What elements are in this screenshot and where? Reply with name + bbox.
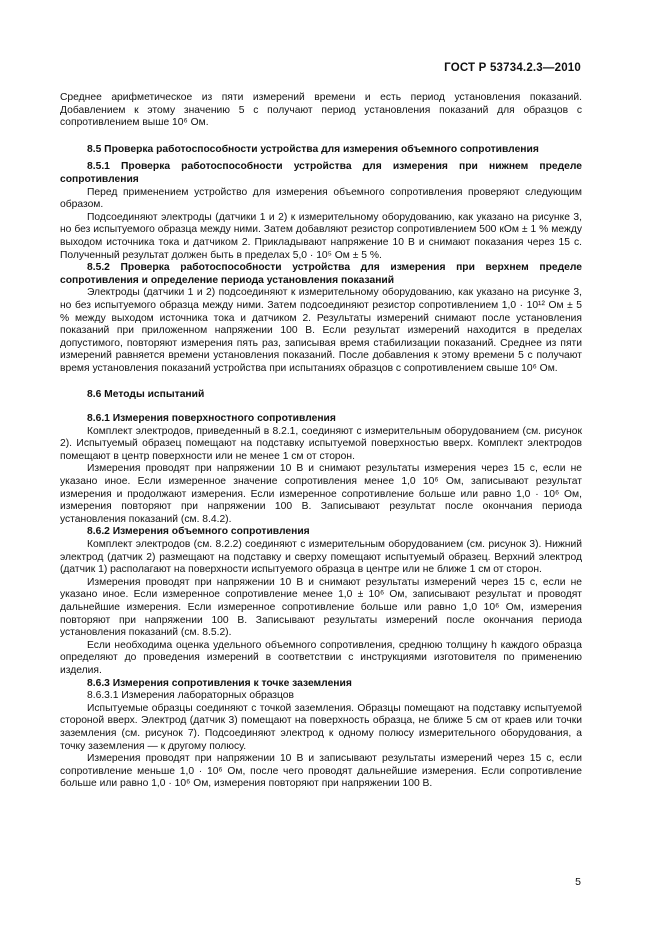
paragraph: Перед применением устройство для измерения объемного сопротивления проверяют следующим образом. xyxy=(60,186,582,211)
section-heading xyxy=(60,389,582,402)
sub-subsection-heading: 8.6.3.1 Измерения лабораторных образцов xyxy=(87,690,295,702)
subsection-heading-text: 8.6.1 Измерения поверхностного сопротивления xyxy=(87,413,336,425)
section-heading xyxy=(60,144,582,157)
section-heading-text: 8.5 Проверка работоспособности устройства для измерения объемного сопротивления xyxy=(87,143,539,155)
subsection-heading xyxy=(60,413,582,426)
paragraph: Комплект электродов, приведенный в 8.2.1, соединяют с измерительным оборудованием (см. рисунок 2). Испытуемый образец помещают на подставку испытуемой поверхностью вверх. Комплект электродов помещают в центр поверхности или не менее 1 см от сторон. xyxy=(60,425,582,462)
paragraph: Комплект электродов (см. 8.2.2) соединяют с измерительным оборудованием (см. рисунок 3). Нижний электрод (датчик 2) размещают на подставку и сверху помещают испытуемый образец. Верхний электрод (датчик 1) располагают на поверхности испытуемого образца в центре или не ближе 1 см от сторон. xyxy=(60,539,582,576)
paragraph: Испытуемые образцы соединяют с точкой заземления. Образцы помещают на подставку испытуемой стороной вверх. Электрод (датчик 3) помещают на поверхность образца, не ближе 5 см от краев или точки заземления (см. рисунок 7). Подсоединяют электрод к одному полюсу измерительного оборудования, а точку заземления — к другому полюсу. xyxy=(60,702,582,752)
paragraph: Электроды (датчики 1 и 2) подсоединяют к измерительному оборудованию, как указано на рисунке 3, но без испытуемого образца между ними. Затем подсоединяют резистор сопротивлением 1,0 · 10¹² Ом ± 5 % между выходом источника тока и датчиком 2. Результаты измерений снимают после установления показаний при приложенном напряжении 100 В. Если результат измерений находится в пределах допустимого, повторяют измерения пять раз, записывая время стабилизации показаний. Среднее из пяти измерений равняется времени установления показаний. После добавления к этому времени 5 с получают время установления показаний устройства при испытаниях образцов с сопротивлением свыше 10⁶ Ом. xyxy=(60,287,582,374)
paragraph: Измерения проводят при напряжении 10 В и записывают результаты измерений через 15 с, если сопротивление меньше 1,0 · 10⁶ Ом, после чего проводят дальнейшие измерения. Если сопротивление больше или равно 1,0 · 10⁶ Ом, измерения повторяют при напряжении 100 В. xyxy=(60,753,582,790)
standard-designation: ГОСТ Р 53734.2.3—2010 xyxy=(444,62,581,74)
subsection-heading-text: 8.6.3 Измерения сопротивления к точке заземления xyxy=(87,677,352,689)
section-heading-text: 8.6 Методы испытаний xyxy=(87,389,205,401)
subsection-heading xyxy=(60,526,582,539)
subsection-heading xyxy=(60,678,582,691)
subsection-heading-text: 8.5.2 Проверка работоспособности устройства для измерения при верхнем пределе сопротивления и определение периода установления показаний xyxy=(60,262,582,286)
paragraph: Среднее арифметическое из пяти измерений времени и есть период установления показаний. Добавлением к этому значению 5 с получают период установления показаний для образцов с сопротивлением выше 10⁶ Ом. xyxy=(60,92,582,129)
subsection-heading xyxy=(60,262,582,287)
document-body xyxy=(60,92,582,791)
subsection-heading-text: 8.5.1 Проверка работоспособности устройства для измерения при нижнем пределе сопротивления xyxy=(60,161,582,185)
paragraph: Измерения проводят при напряжении 10 В и снимают результаты измерений через 15 с, если не указано иное. Если измеренное сопротивление менее 1,0 ± 10⁶ Ом, записывают результат и проводят дальнейшие измерения. Если измеренное сопротивление больше или равно 1,0 10⁶ Ом, измерения повторяют при напряжении 100 В. Записывают результаты измерений после окончания периода установления показаний (см. 8.5.2). xyxy=(60,576,582,639)
paragraph: Подсоединяют электроды (датчики 1 и 2) к измерительному оборудованию, как указано на рисунке 3, но без испытуемого образца между ними. Затем добавляют резистор сопротивлением 500 кОм ± 1 % между выходом источника тока и датчиком 2. Прикладывают напряжение 10 В и снимают показания через 15 с. Полученный результат должен быть в пределах 5,0 · 10⁵ Ом ± 5 %. xyxy=(60,211,582,261)
page-number: 5 xyxy=(575,876,581,888)
subsection-heading-text: 8.6.2 Измерения объемного сопротивления xyxy=(87,526,310,538)
subsection-heading xyxy=(60,161,582,186)
paragraph: Если необходима оценка удельного объемного сопротивления, среднюю толщину h каждого образца определяют до проведения измерений в соответствии с инструкциями изготовителя по применению изделия. xyxy=(60,639,582,676)
paragraph: Измерения проводят при напряжении 10 В и снимают результаты измерения через 15 с, если не указано иное. Если измеренное значение сопротивления менее 1,0 10⁶ Ом, записывают результат измерения и продолжают измерения. Если измеренное сопротивление больше или равно 1,0 · 10⁶ Ом, измерения повторяют при напряжении 100 В. Записывают результат после окончания периода установления показаний (см. 8.4.2). xyxy=(60,463,582,525)
